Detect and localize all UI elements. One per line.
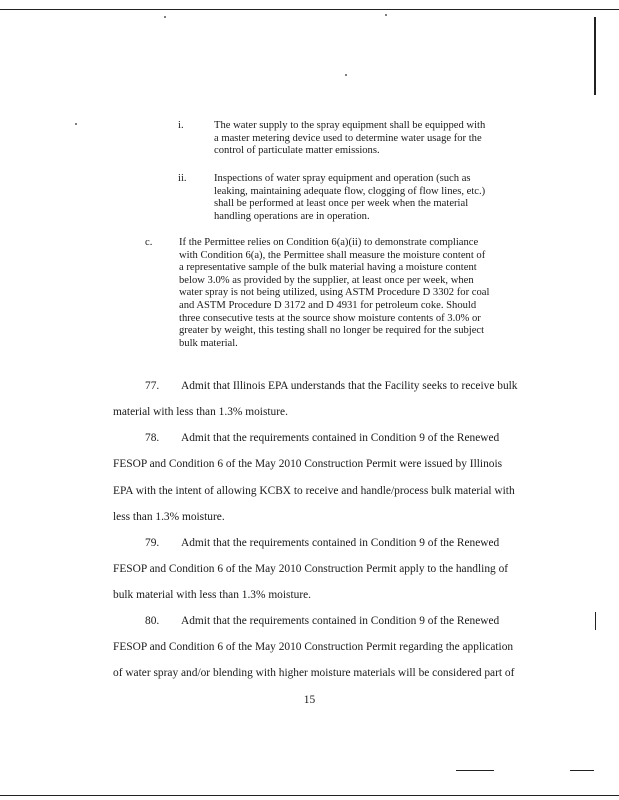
scan-right-edge-mark (595, 612, 596, 630)
paragraph-79-line: FESOP and Condition 6 of the May 2010 Construction Permit apply to the handling of (113, 563, 509, 575)
paragraph-78-line: FESOP and Condition 6 of the May 2010 Construction Permit were issued by Illinois (113, 458, 503, 470)
paragraph-79-line: Admit that the requirements contained in Condition 9 of the Renewed (181, 537, 500, 549)
paragraph-78-line: Admit that the requirements contained in Condition 9 of the Renewed (181, 432, 500, 444)
page-number: 15 (303, 694, 316, 706)
paragraph-79-number: 79. (145, 537, 160, 549)
item-i-label: i. (178, 120, 184, 131)
scan-footer-mark-right (570, 770, 594, 771)
paragraph-77-number: 77. (145, 380, 160, 392)
item-c-label: c. (145, 237, 153, 248)
item-ii-text: Inspections of water spray equipment and operation (such as leaking, maintaining adequate flow, clogging of flow lines, etc.) shall be performed at least once per week when the material handling operations are in operation. (214, 173, 486, 222)
scan-bottom-edge-line (0, 795, 619, 796)
item-ii-label: ii. (178, 173, 187, 184)
paragraph-80-number: 80. (145, 615, 160, 627)
scan-right-edge-line (594, 17, 596, 95)
paragraph-79-line: bulk material with less than 1.3% moisture. (113, 589, 312, 601)
scan-speck (385, 14, 387, 16)
paragraph-77-line: material with less than 1.3% moisture. (113, 406, 288, 418)
paragraph-78-line: EPA with the intent of allowing KCBX to receive and handle/process bulk material with (113, 485, 515, 497)
item-c-text: If the Permittee relies on Condition 6(a)(ii) to demonstrate compliance with Condition 6(a), the Permittee shall measure the moisture content of a representative sample of the bulk material having a moisture content below 3.0% as provided by the supplier, at least once per week, when water spray is not being utilized, using ASTM Procedure D 3302 for coal and ASTM Procedure D 3172 and D 4931 for petroleum coke. Should three consecutive tests at the source show moisture contents of 3.0% or greater by weight, this testing shall no longer be required for the subject bulk material. (179, 237, 490, 349)
scan-speck (75, 123, 77, 125)
item-i-text: The water supply to the spray equipment shall be equipped with a master metering device used to determine water usage for the control of particulate matter emissions. (214, 120, 486, 157)
paragraph-80-line: Admit that the requirements contained in Condition 9 of the Renewed (181, 615, 500, 627)
scan-top-edge-line (0, 9, 619, 10)
scan-footer-mark-left (456, 770, 494, 771)
paragraph-77-line: Admit that Illinois EPA understands that the Facility seeks to receive bulk (181, 380, 518, 392)
scan-speck (164, 16, 166, 18)
paragraph-78-line: less than 1.3% moisture. (113, 511, 225, 523)
paragraph-78-number: 78. (145, 432, 160, 444)
scan-speck (345, 74, 347, 76)
paragraph-80-line: of water spray and/or blending with higher moisture materials will be considered part of (113, 667, 515, 679)
paragraph-80-line: FESOP and Condition 6 of the May 2010 Construction Permit regarding the application (113, 641, 514, 653)
